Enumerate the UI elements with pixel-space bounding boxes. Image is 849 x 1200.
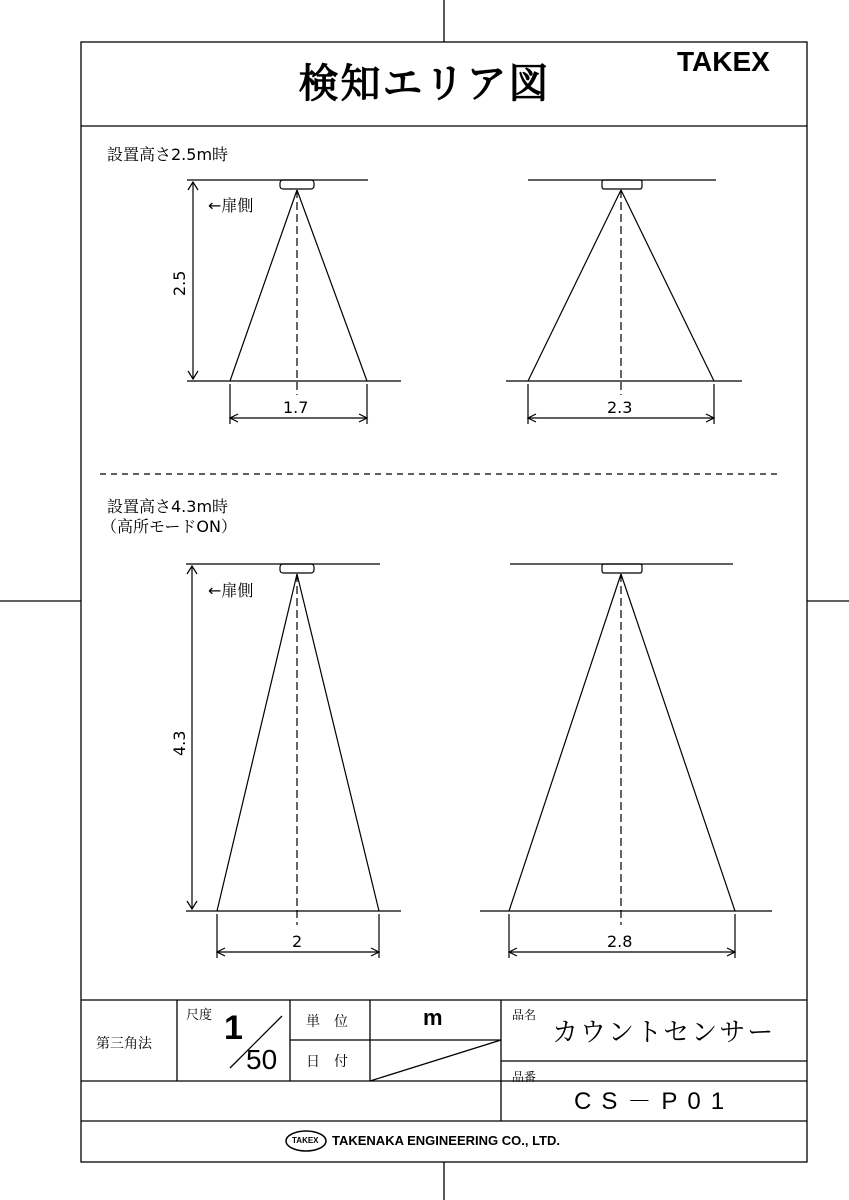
height-label-4-3: 4.3 [170,730,189,756]
diagram-2-5m-left [187,180,401,424]
height-label-2-5: 2.5 [170,270,189,296]
door-side-note-2: ←扉側 [208,581,254,600]
company-name: TAKENAKA ENGINEERING CO., LTD. [332,1133,560,1148]
scale-numerator: 1 [224,1009,243,1047]
width-label-2-3: 2.3 [607,398,633,417]
unit-value: m [423,1005,443,1030]
date-label: 日 付 [306,1054,348,1070]
product-number: CS－P01 [574,1088,735,1115]
scale-denominator: 50 [246,1044,278,1075]
width-label-2-8: 2.8 [607,932,633,951]
unit-label: 単 位 [306,1014,348,1030]
width-label-1-7: 1.7 [283,398,309,417]
product-name-label: 品名 [512,1008,537,1022]
width-label-2: 2 [292,932,303,951]
company-logo: TAKEX [292,1136,319,1145]
section-2-label-line2: （高所モードON） [101,517,237,536]
scale-label: 尺度 [186,1008,213,1023]
projection-method: 第三角法 [96,1036,152,1052]
section-2-label-line1: 設置高さ4.3m時 [107,497,229,516]
section-2-label [101,497,237,537]
product-name: カウントセンサー [552,1018,776,1048]
diagram-2-5m-right [506,180,742,424]
diagram-4-3m-right [480,564,772,958]
product-number-label: 品番 [512,1070,537,1084]
diagram-4-3m-left [186,564,401,958]
door-side-note-1: ←扉側 [208,196,254,215]
brand-logo: TAKEX [677,46,770,77]
section-1-label: 設置高さ2.5m時 [107,145,229,164]
page-title: 検知エリア図 [298,61,551,107]
